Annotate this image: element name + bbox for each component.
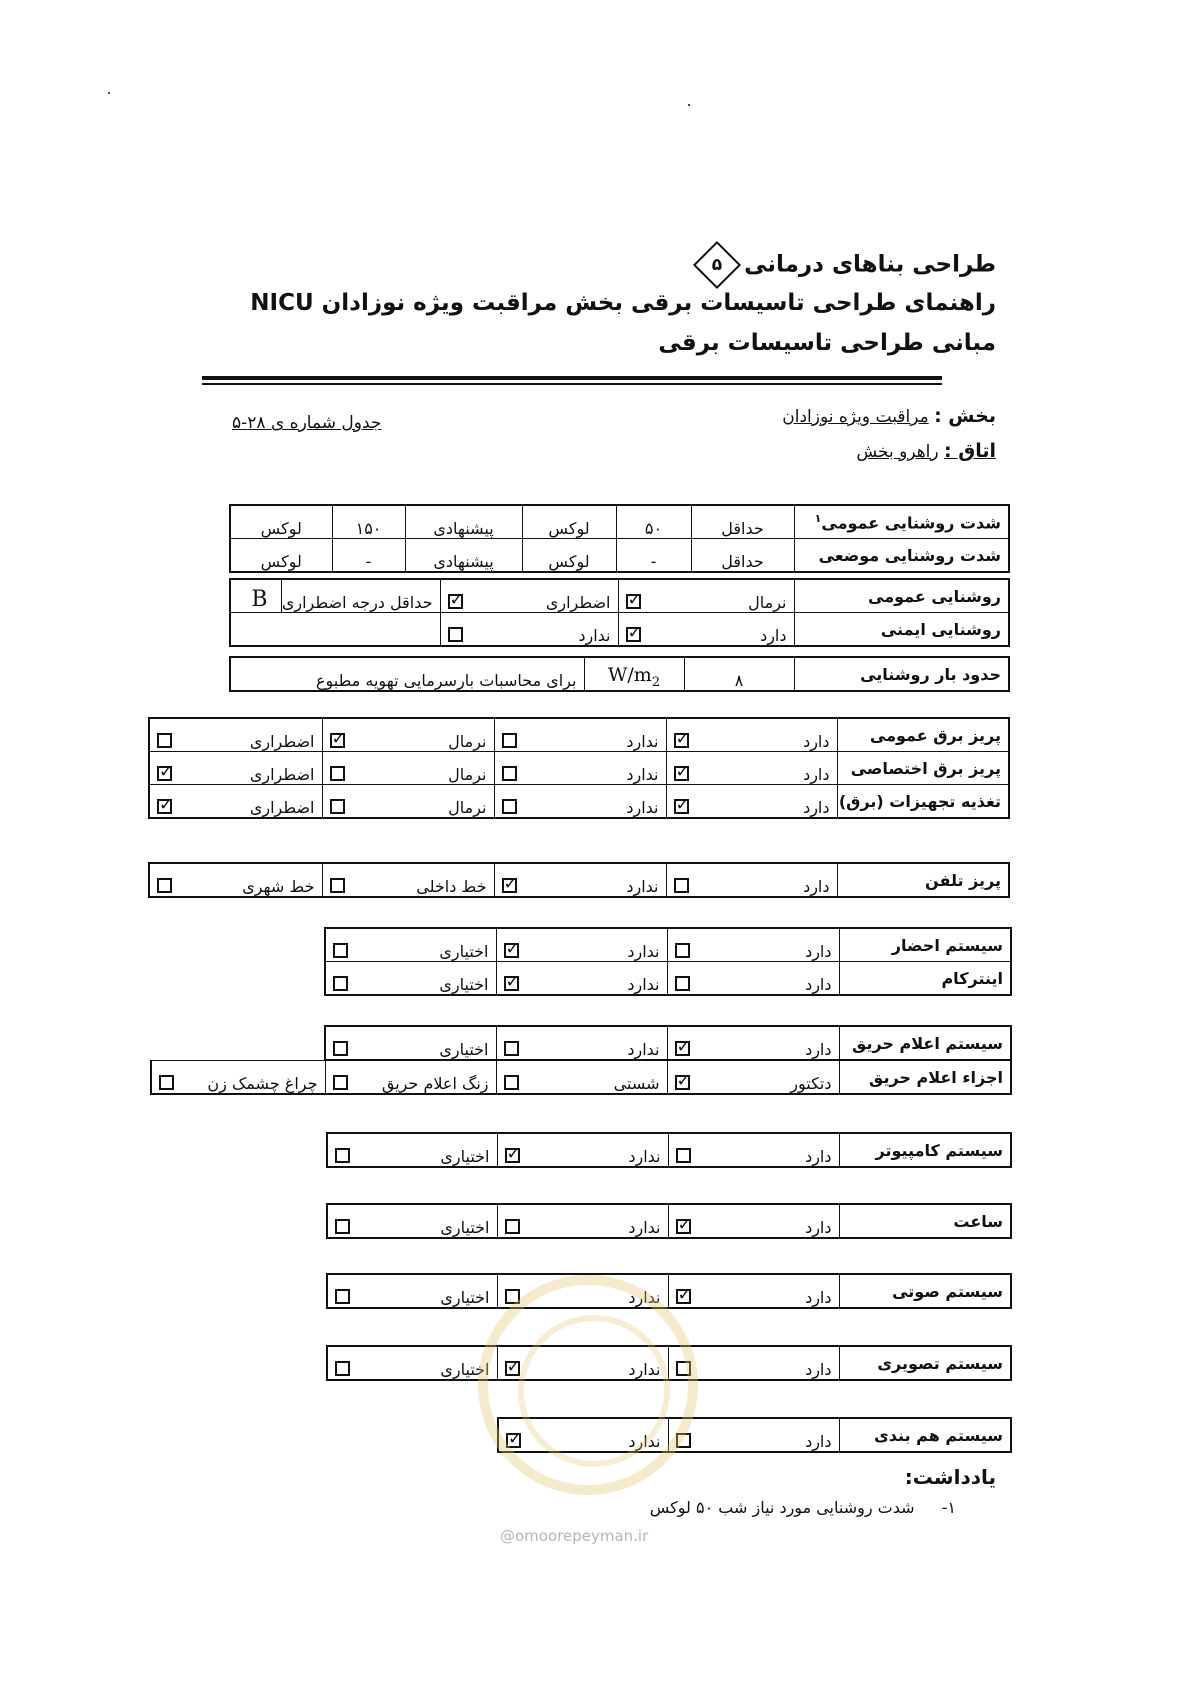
table-row [230, 657, 1009, 691]
checkbox-unchecked[interactable] [333, 1041, 348, 1056]
notes-title: یادداشت: [904, 1465, 996, 1489]
audio-table [326, 1273, 1012, 1309]
option-cell: اختیاری [325, 928, 496, 962]
row-label: شدت روشنایی موضعی [794, 539, 1009, 573]
option-cell: دارد [667, 928, 839, 962]
min-label: حداقل [691, 505, 794, 539]
recommended-label: پیشنهادی [405, 539, 522, 573]
option-cell: دارد ✓ [668, 1274, 839, 1308]
table-row [149, 752, 1009, 785]
row-label: شدت روشنایی عمومی$^۱$ [794, 505, 1009, 539]
option-cell: اضطراری ✓ [149, 785, 322, 819]
row-label: پریز تلفن [837, 863, 1009, 897]
row-label: سیستم اعلام حریق [839, 1026, 1011, 1060]
header-rule-thin [202, 383, 942, 385]
option-cell: نرمال ✓ [618, 579, 794, 613]
row-label: سیستم کامپیوتر [839, 1133, 1011, 1167]
option-cell: خط شهری [149, 863, 322, 897]
option-cell: نرمال [322, 785, 494, 819]
checkbox-unchecked[interactable] [330, 799, 345, 814]
row-label: اینترکام [839, 962, 1011, 996]
checkbox-unchecked[interactable] [333, 1075, 348, 1090]
checkbox-checked[interactable] [626, 627, 641, 642]
room-line [856, 440, 996, 462]
note-1: ۱- شدت روشنایی مورد نیاز شب ۵۰ لوکس [649, 1498, 956, 1517]
load-note: برای محاسبات بارسرمایی تهویه مطبوع [230, 657, 584, 691]
checkbox-checked[interactable] [505, 1148, 520, 1163]
checkbox-checked[interactable] [674, 733, 689, 748]
checkbox-unchecked[interactable] [504, 1041, 519, 1056]
option-cell: دتکتور ✓ [667, 1061, 839, 1095]
table-row [149, 863, 1009, 897]
unit-label: لوکس [230, 505, 332, 539]
room-value: راهرو بخش [856, 442, 939, 462]
table-row [230, 613, 1009, 647]
checkbox-unchecked[interactable] [676, 1148, 691, 1163]
row-label: تغذیه تجهیزات (برق) [837, 785, 1009, 819]
row-label: پریز برق اختصاصی [837, 752, 1009, 785]
option-cell: شستی [496, 1061, 667, 1095]
option-cell: ندارد [497, 1274, 668, 1308]
row-label: اجزاء اعلام حریق [839, 1061, 1011, 1095]
section-line [782, 405, 996, 427]
checkbox-unchecked[interactable] [675, 943, 690, 958]
table-row [325, 1026, 1011, 1060]
checkbox-unchecked[interactable] [674, 878, 689, 893]
min-value: ۵۰ [616, 505, 691, 539]
checkbox-unchecked[interactable] [159, 1075, 174, 1090]
checkbox-unchecked[interactable] [448, 627, 463, 642]
checkbox-checked[interactable] [504, 976, 519, 991]
watermark-text: @omoorepeyman.ir [500, 1527, 649, 1545]
option-cell: خط داخلی [322, 863, 494, 897]
row-label: روشنایی ایمنی [794, 613, 1009, 647]
checkbox-unchecked[interactable] [504, 1075, 519, 1090]
option-cell: نرمال [322, 752, 494, 785]
load-unit: $W/m_2$ [584, 657, 684, 691]
checkbox-unchecked[interactable] [157, 733, 172, 748]
scan-speck [108, 92, 110, 94]
option-cell: ندارد [497, 1204, 668, 1238]
clock-table [326, 1203, 1012, 1239]
min-emergency-label: حداقل درجه اضطراری [281, 593, 433, 612]
checkbox-unchecked[interactable] [330, 766, 345, 781]
checkbox-unchecked[interactable] [330, 878, 345, 893]
option-cell: ندارد [496, 1026, 667, 1060]
option-cell: اختیاری [327, 1274, 497, 1308]
emergency-grade: B [238, 580, 281, 612]
option-cell [230, 579, 440, 613]
checkbox-unchecked[interactable] [505, 1219, 520, 1234]
table-row [149, 785, 1009, 819]
fire-components-table [150, 1060, 1012, 1095]
checkbox-checked[interactable] [157, 799, 172, 814]
table-row [327, 1274, 1011, 1308]
unit-label: لوکس [522, 539, 616, 573]
table-row [230, 505, 1009, 539]
option-cell: دارد ✓ [668, 1204, 839, 1238]
option-cell: دارد [666, 863, 837, 897]
checkbox-unchecked[interactable] [335, 1219, 350, 1234]
option-cell: دارد ✓ [618, 613, 794, 647]
option-cell: ندارد ✓ [496, 928, 667, 962]
fire-alarm-table [324, 1025, 1012, 1061]
checkbox-unchecked[interactable] [335, 1361, 350, 1376]
min-value: - [616, 539, 691, 573]
call-table [324, 927, 1012, 996]
option-cell: زنگ اعلام حریق [325, 1061, 496, 1095]
table-row [151, 1061, 1011, 1095]
checkbox-checked[interactable] [626, 594, 641, 609]
option-cell: دارد [668, 1133, 839, 1167]
checkbox-unchecked[interactable] [335, 1148, 350, 1163]
table-row [327, 1204, 1011, 1238]
load-value: ۸ [684, 657, 794, 691]
checkbox-checked[interactable] [676, 1219, 691, 1234]
section-value: مراقبت ویژه نوزادان [782, 407, 929, 427]
checkbox-unchecked[interactable] [502, 733, 517, 748]
unit-label: لوکس [230, 539, 332, 573]
option-cell: نرمال ✓ [322, 718, 494, 752]
option-cell: اختیاری [327, 1133, 497, 1167]
option-cell: ندارد [494, 718, 666, 752]
header-line3: مبانی طراحی تاسیسات برقی [658, 330, 996, 356]
option-cell: دارد ✓ [666, 718, 837, 752]
row-label: سیستم احضار [839, 928, 1011, 962]
computer-table [326, 1132, 1012, 1168]
stamp-watermark [478, 1275, 698, 1495]
row-label: پریز برق عمومی [837, 718, 1009, 752]
option-cell: ندارد ✓ [496, 962, 667, 996]
header-rule [202, 376, 942, 380]
lighting-load-table [229, 656, 1010, 692]
table-row [325, 962, 1011, 996]
option-cell: ندارد [494, 785, 666, 819]
lighting-options-table [229, 578, 1010, 647]
row-label: سیستم تصویری [839, 1346, 1011, 1380]
checkbox-checked[interactable] [674, 799, 689, 814]
table-row [149, 718, 1009, 752]
checkbox-unchecked[interactable] [333, 976, 348, 991]
option-cell: اضطراری [149, 718, 322, 752]
checkbox-unchecked[interactable] [333, 943, 348, 958]
option-cell: ندارد ✓ [497, 1133, 668, 1167]
option-cell: ندارد [494, 752, 666, 785]
checkbox-unchecked[interactable] [335, 1289, 350, 1304]
option-cell: اضطراری ✓ [149, 752, 322, 785]
table-row [230, 579, 1009, 613]
option-cell: ندارد ✓ [494, 863, 666, 897]
checkbox-checked[interactable] [330, 733, 345, 748]
option-cell: ندارد ✓ [497, 1346, 668, 1380]
checkbox-checked[interactable] [502, 878, 517, 893]
table-row [327, 1133, 1011, 1167]
checkbox-checked[interactable] [448, 594, 463, 609]
option-cell: اختیاری [327, 1346, 497, 1380]
option-cell: دارد ✓ [666, 752, 837, 785]
option-cell: دارد ✓ [666, 785, 837, 819]
lighting-table [229, 504, 1010, 573]
checkbox-checked[interactable] [675, 1041, 690, 1056]
option-cell: اختیاری [325, 962, 496, 996]
row-label: حدود بار روشنایی [794, 657, 1009, 691]
row-label: سیستم هم بندی [839, 1418, 1011, 1452]
option-cell: ندارد [440, 613, 618, 647]
row-label: ساعت [839, 1204, 1011, 1238]
section-label: بخش : [934, 405, 996, 427]
row-label: روشنایی عمومی [794, 579, 1009, 613]
row-label: سیستم صوتی [839, 1274, 1011, 1308]
header-line2: راهنمای طراحی تاسیسات برقی بخش مراقبت ویژه نوزادان NICU [250, 290, 996, 316]
table-row [230, 539, 1009, 573]
option-cell: دارد ✓ [667, 1026, 839, 1060]
recommended-value: ۱۵۰ [332, 505, 405, 539]
option-cell: اختیاری [327, 1204, 497, 1238]
recommended-value: - [332, 539, 405, 573]
chapter-badge: ۵ [693, 241, 741, 289]
unit-label: لوکس [522, 505, 616, 539]
option-cell: ندارد ✓ [498, 1418, 668, 1452]
table-row [325, 928, 1011, 962]
checkbox-checked[interactable] [157, 766, 172, 781]
checkbox-unchecked[interactable] [675, 976, 690, 991]
scan-speck [688, 104, 690, 106]
power-table [148, 717, 1010, 819]
option-cell: اختیاری [325, 1026, 496, 1060]
checkbox-unchecked[interactable] [502, 799, 517, 814]
room-label: اتاق : [944, 440, 996, 462]
option-cell: دارد [667, 962, 839, 996]
header-line1 [690, 248, 996, 282]
checkbox-checked[interactable] [674, 766, 689, 781]
checkbox-checked[interactable] [675, 1075, 690, 1090]
checkbox-unchecked[interactable] [157, 878, 172, 893]
option-cell: دارد [668, 1418, 839, 1452]
option-cell: اضطراری ✓ [440, 579, 618, 613]
header-title: طراحی بناهای درمانی [744, 251, 996, 278]
checkbox-unchecked[interactable] [502, 766, 517, 781]
checkbox-checked[interactable] [504, 943, 519, 958]
checkbox-checked[interactable] [676, 1289, 691, 1304]
recommended-label: پیشنهادی [405, 505, 522, 539]
option-cell: چراغ چشمک زن [151, 1061, 325, 1095]
phone-table [148, 862, 1010, 898]
option-cell: دارد [668, 1346, 839, 1380]
min-label: حداقل [691, 539, 794, 573]
table-number: جدول شماره ی ۲۸-۵ [232, 413, 382, 433]
